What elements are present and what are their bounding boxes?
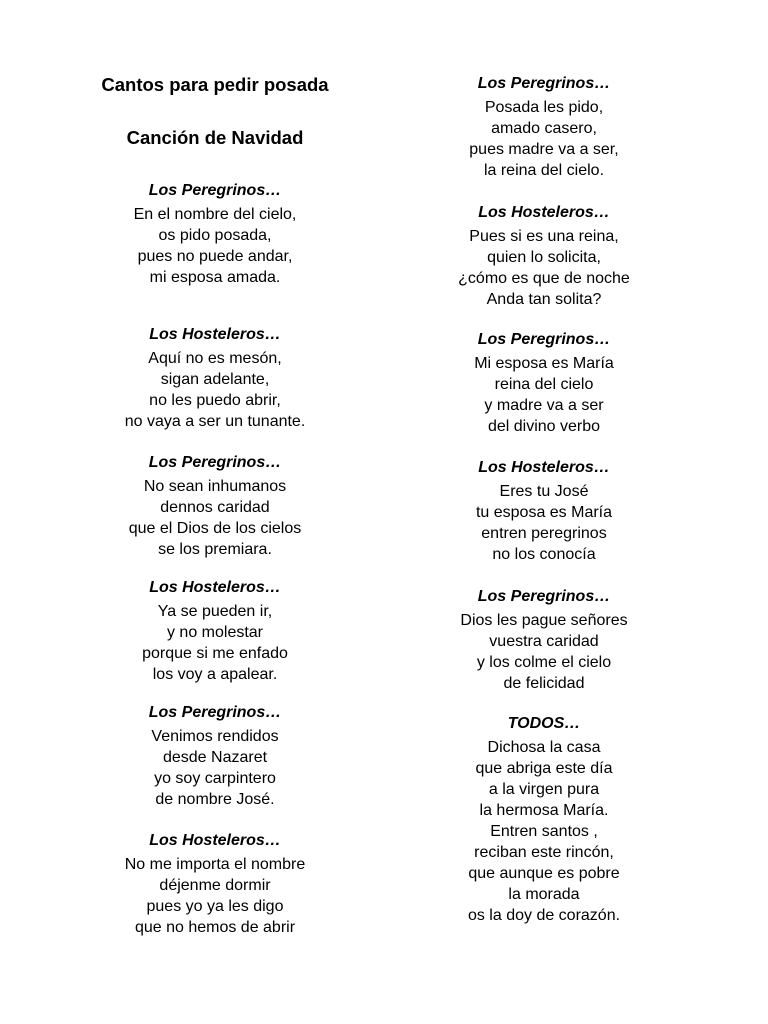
speaker-label: TODOS…	[507, 715, 581, 732]
stanza	[394, 73, 694, 181]
verse-line: ¿cómo es que de noche	[458, 270, 630, 287]
verse-line: vuestra caridad	[489, 633, 599, 650]
verse-line: dennos caridad	[160, 499, 270, 516]
verse-line: de nombre José.	[155, 791, 275, 808]
stanza	[65, 830, 365, 938]
verse-line: Posada les pido,	[484, 99, 604, 116]
speaker-label: Los Hosteleros…	[478, 459, 610, 476]
verse-line: yo soy carpintero	[154, 770, 276, 787]
speaker-label: Los Hosteleros…	[149, 832, 281, 849]
stanza	[394, 202, 694, 310]
document-title: Cantos para pedir posada	[101, 74, 329, 95]
speaker-label: Los Peregrinos…	[477, 75, 611, 92]
verse-line: Aquí no es mesón,	[148, 350, 282, 367]
verse-line: Ya se pueden ir,	[157, 603, 273, 620]
verse-line: sigan adelante,	[160, 371, 270, 388]
verse-line: porque si me enfado	[142, 645, 288, 662]
stanza	[394, 713, 694, 926]
verse-line: Eres tu José	[499, 483, 589, 500]
verse-line: de felicidad	[503, 675, 585, 692]
verse-line: quien lo solicita,	[487, 249, 601, 266]
speaker-label: Los Hosteleros…	[149, 579, 281, 596]
stanza	[394, 457, 694, 565]
verse-line: a la virgen pura	[488, 781, 600, 798]
verse-line: la morada	[508, 886, 580, 903]
verse-line: Anda tan solita?	[486, 291, 602, 308]
speaker-label: Los Peregrinos…	[477, 588, 611, 605]
verse-line: pues no puede andar,	[137, 248, 293, 265]
speaker-label: Los Peregrinos…	[477, 331, 611, 348]
speaker-label: Los Peregrinos…	[148, 454, 282, 471]
stanza	[65, 702, 365, 810]
verse-line: os pido posada,	[158, 227, 272, 244]
verse-line: Venimos rendidos	[151, 728, 279, 745]
verse-line: No me importa el nombre	[124, 856, 306, 873]
verse-line: y no molestar	[166, 624, 264, 641]
verse-line: se los premiara.	[158, 541, 272, 558]
stanza	[65, 577, 365, 685]
speaker-label: Los Hosteleros…	[149, 326, 281, 343]
verse-line: No sean inhumanos	[143, 478, 287, 495]
speaker-label: Los Peregrinos…	[148, 182, 282, 199]
verse-line: déjenme dormir	[159, 877, 271, 894]
stanza	[65, 180, 365, 288]
verse-line: los voy a apalear.	[152, 666, 278, 683]
verse-line: y los colme el cielo	[476, 654, 612, 671]
verse-line: que el Dios de los cielos	[128, 520, 302, 537]
verse-line: pues yo ya les digo	[146, 898, 284, 915]
verse-line: que no hemos de abrir	[134, 919, 296, 936]
stanza	[394, 329, 694, 437]
verse-line: no vaya a ser un tunante.	[124, 413, 306, 430]
document-subtitle: Canción de Navidad	[126, 127, 304, 148]
speaker-label: Los Peregrinos…	[148, 704, 282, 721]
verse-line: reciban este rincón,	[474, 844, 614, 861]
verse-line: desde Nazaret	[162, 749, 268, 766]
verse-line: la hermosa María.	[479, 802, 609, 819]
verse-line: no les puedo abrir,	[149, 392, 281, 409]
verse-line: Dichosa la casa	[487, 739, 601, 756]
verse-line: mi esposa amada.	[149, 269, 281, 286]
verse-line: pues madre va a ser,	[469, 141, 619, 158]
verse-line: que aunque es pobre	[468, 865, 620, 882]
verse-line: entren peregrinos	[481, 525, 607, 542]
verse-line: y madre va a ser	[484, 397, 604, 414]
verse-line: Pues si es una reina,	[469, 228, 619, 245]
speaker-label: Los Hosteleros…	[478, 204, 610, 221]
verse-line: del divino verbo	[487, 418, 601, 435]
verse-line: os la doy de corazón.	[467, 907, 621, 924]
verse-line: Mi esposa es María	[474, 355, 614, 372]
verse-line: amado casero,	[491, 120, 597, 137]
verse-line: reina del cielo	[494, 376, 594, 393]
verse-line: la reina del cielo.	[483, 162, 605, 179]
verse-line: En el nombre del cielo,	[133, 206, 297, 223]
verse-line: Entren santos ,	[490, 823, 598, 840]
verse-line: que abriga este día	[475, 760, 613, 777]
verse-line: no los conocía	[492, 546, 596, 563]
verse-line: Dios les pague señores	[460, 612, 628, 629]
stanza	[65, 452, 365, 560]
stanza	[65, 324, 365, 432]
stanza	[394, 586, 694, 694]
verse-line: tu esposa es María	[475, 504, 613, 521]
